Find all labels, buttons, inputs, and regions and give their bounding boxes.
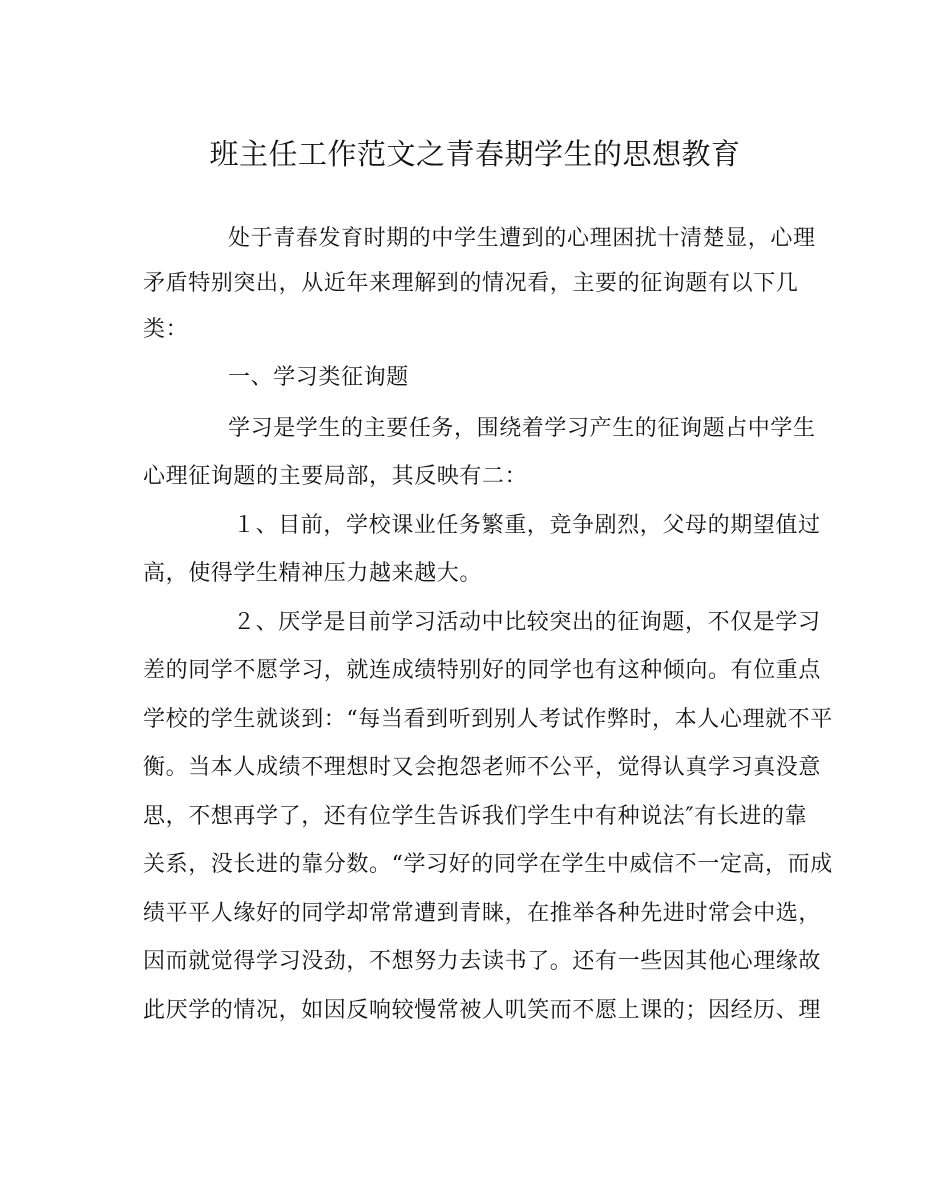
- section-heading: 一、学习类征询题: [228, 365, 409, 390]
- text-line: 类：: [143, 317, 189, 342]
- text-line: １、目前，学校课业任务繁重，竞争剧烈，父母的期望值过: [233, 513, 821, 538]
- text-line: 矛盾特别突出，从近年来理解到的情况看，主要的征询题有以下几: [143, 271, 799, 296]
- text-line: 差的同学不愿学习，就连成绩特别好的同学也有这种倾向。有位重点: [143, 658, 822, 683]
- text-line: 思，不想再学了，还有位学生告诉我们学生中有种说法″有长进的靠: [143, 804, 808, 829]
- text-line: 学校的学生就谈到：“每当看到听到别人考试作弊时，本人心理就不平: [143, 707, 833, 732]
- text-line: 绩平平人缘好的同学却常常遭到青睐，在推举各种先进时常会中选，: [143, 901, 822, 926]
- text-line: 关系，没长进的靠分数。“学习好的同学在学生中威信不一定高，而成: [143, 852, 833, 877]
- text-line: ２、厌学是目前学习活动中比较突出的征询题，不仅是学习: [233, 610, 821, 635]
- text-line: 处于青春发育时期的中学生遭到的心理困扰十清楚显，心理: [228, 226, 816, 251]
- text-line: 高，使得学生精神压力越来越大。: [143, 561, 483, 586]
- document-title: 班主任工作范文之青春期学生的思想教育: [209, 137, 741, 171]
- text-line: 心理征询题的主要局部，其反映有二：: [143, 464, 528, 489]
- text-line: 因而就觉得学习没劲，不想努力去读书了。还有一些因其他心理缘故: [143, 949, 822, 974]
- text-line: 衡。当本人成绩不理想时又会抱怨老师不公平，觉得认真学习真没意: [143, 755, 822, 780]
- text-line: 学习是学生的主要任务，围绕着学习产生的征询题占中学生: [228, 416, 816, 441]
- text-line: 此厌学的情况，如因反响较慢常被人叽笑而不愿上课的；因经历、理: [143, 998, 822, 1023]
